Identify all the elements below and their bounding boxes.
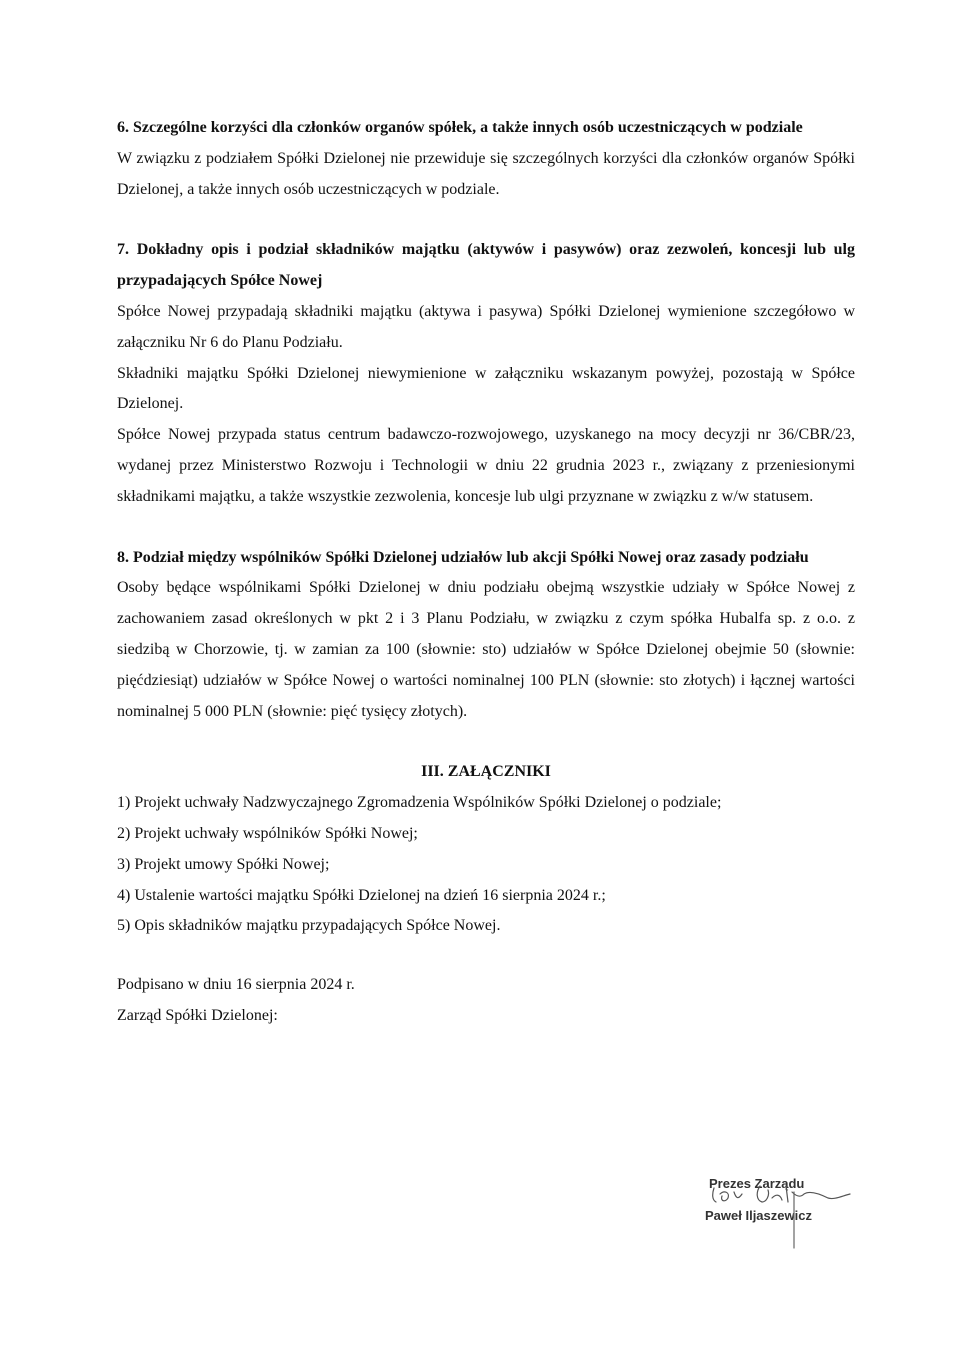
signoff xyxy=(117,970,855,1032)
section-6 xyxy=(117,113,855,205)
stamp-title: Prezes Zarządu xyxy=(709,1176,805,1191)
handwritten-signature xyxy=(700,1172,860,1252)
stamp-name: Paweł Iljaszewicz xyxy=(705,1208,812,1223)
section-paragraph: Osoby będące wspólnikami Spółki Dzielonej w dniu podziału obejmą wszystkie udziały w Spółce Nowej z zachowaniem zasad określonych w pkt 2 i 3 Planu Podziału, w związku z czym spółka Hubalfa sp. z o.o. z siedzibą w Chorzowie, tj. w zamian za 100 (słownie: sto) udziałów w Spółce Dzielonej obejmie 50 (słownie: pięćdziesiąt) udziałów w Spółce Nowej o wartości nominalnej 100 PLN (słownie: sto złotych) i łącznej wartości nominalnej 5 000 PLN (słownie: pięć tysięcy złotych). xyxy=(117,579,855,720)
section-paragraph: Składniki majątku Spółki Dzielonej niewymienione w załączniku wskazanym powyżej, pozostają w Spółce Dzielonej. xyxy=(117,364,855,413)
section-title: 6. Szczególne korzyści dla członków organów spółek, a także innych osób uczestniczących w podziale xyxy=(117,119,803,136)
signed-date: Podpisano w dniu 16 sierpnia 2024 r. xyxy=(117,976,355,994)
section-paragraph: Spółce Nowej przypada status centrum badawczo-rozwojowego, uzyskanego na mocy decyzji nr 36/CBR/23, wydanej przez Ministerstwo Rozwoju i Technologii w dniu 22 grudnia 2023 r., związany z przeniesionymi składnikami majątku, a także wszystkie zezwolenia, koncesje lub ulgi przyznane w związku z w/w statusem. xyxy=(117,426,855,505)
board-label: Zarząd Spółki Dzielonej: xyxy=(117,1006,278,1024)
section-8 xyxy=(117,543,855,728)
attachments-heading: III. ZAŁĄCZNIKI xyxy=(421,763,551,781)
signature-stamp xyxy=(700,1172,860,1252)
attachments-list xyxy=(117,788,855,942)
attachment-item: 3) Projekt umowy Spółki Nowej; xyxy=(117,855,330,873)
attachment-item: 1) Projekt uchwały Nadzwyczajnego Zgromadzenia Wspólników Spółki Dzielonej o podziale; xyxy=(117,794,722,812)
section-title: 7. Dokładny opis i podział składników majątku (aktywów i pasywów) oraz zezwoleń, koncesji lub ulg przypadających Spółce Nowej xyxy=(117,241,855,290)
attachments-section xyxy=(117,757,855,942)
attachment-item: 4) Ustalenie wartości majątku Spółki Dzielonej na dzień 16 sierpnia 2024 r.; xyxy=(117,886,606,904)
attachment-item: 5) Opis składników majątku przypadających Spółce Nowej. xyxy=(117,917,501,935)
section-7 xyxy=(117,235,855,512)
section-paragraph: W związku z podziałem Spółki Dzielonej nie przewiduje się szczególnych korzyści dla członków organów Spółki Dzielonej, a także innych osób uczestniczących w podziale. xyxy=(117,149,855,198)
attachment-item: 2) Projekt uchwały wspólników Spółki Nowej; xyxy=(117,824,418,842)
section-paragraph: Spółce Nowej przypadają składniki majątku (aktywa i pasywa) Spółki Dzielonej wymienione szczegółowo w załączniku Nr 6 do Planu Podziału. xyxy=(117,302,855,351)
section-title: 8. Podział między wspólników Spółki Dzielonej udziałów lub akcji Spółki Nowej oraz zasady podziału xyxy=(117,548,809,566)
document-body xyxy=(117,113,855,1032)
